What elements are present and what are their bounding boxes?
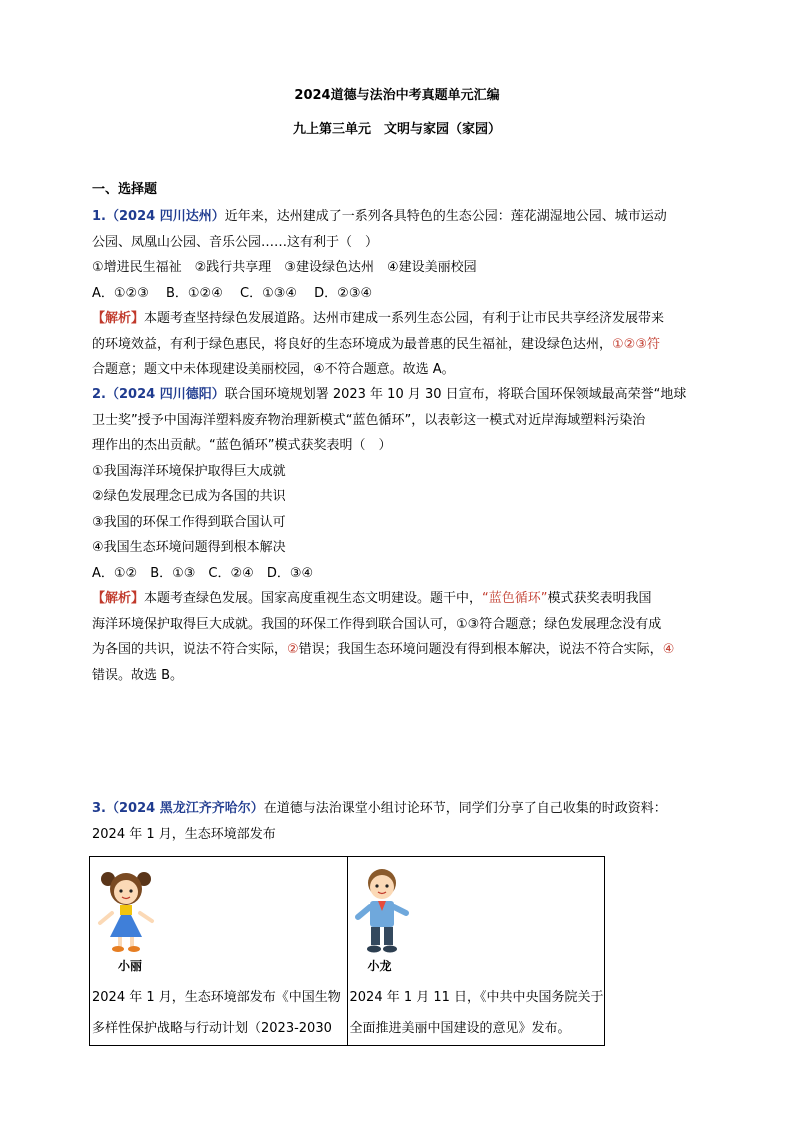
q2-source: （2024 四川德阳） [105, 387, 225, 402]
question-3 [92, 796, 704, 847]
q3-source: （2024 黑龙江齐齐哈尔） [105, 801, 264, 816]
q1-analysis-line2: 的环境效益，有利于绿色惠民，将良好的生态环境成为最普惠的民生福祉，建设绿色达州， [92, 336, 613, 352]
q2-analysis-line2: 海洋环境保护取得巨大成就。我国的环保工作得到联合国认可，①③符合题意；绿色发展理念没有成 [92, 616, 662, 632]
q2-analysis-line3a: 为各国的共识，说法不符合实际， [92, 642, 288, 657]
q1-number: 1. [92, 209, 106, 224]
card-right [347, 857, 605, 1046]
q2-stem-line3: 理作出的杰出贡献。“蓝色循环”模式获奖表明（ ） [92, 438, 392, 453]
question-2 [92, 382, 704, 688]
q2-analysis-highlight: “蓝色循环” [482, 591, 548, 606]
document-title: 2024道德与法治中考真题单元汇编 [294, 88, 500, 103]
q2-stem-line2: 卫士奖”授予中国海洋塑料废弃物治理新模式“蓝色循环”，以表彰这一模式对近岸海域塑料污染治 [92, 412, 646, 428]
q2-number: 2. [92, 387, 106, 402]
q2-item-3: ③我国的环保工作得到联合国认可 [92, 514, 286, 530]
q2-analysis-line3b: 错误；我国生态环境问题没有得到根本解决，说法不符合实际， [298, 642, 663, 657]
card-left-text: 2024 年 1 月，生态环境部发布《中国生物多样性保护战略与行动计划（2023-2030 [92, 990, 341, 1036]
q1-stem-line2: 公园、凤凰山公园、音乐公园……这有利于（ ） [92, 234, 379, 250]
q2-analysis-mark2: ② [287, 642, 299, 657]
q2-item-4: ④我国生态环境问题得到根本解决 [92, 540, 286, 555]
q2-analysis-line4: 错误。故选 B。 [92, 667, 184, 683]
q3-stem: 在道德与法治课堂小组讨论环节，同学们分享了自己收集的时政资料： [263, 801, 667, 816]
q2-item-2: ②绿色发展理念已成为各国的共识 [92, 489, 286, 504]
q1-items: ①增进民生福祉 ②践行共享理 ③建设绿色达州 ④建设美丽校园 [92, 260, 477, 275]
section-heading: 一、选择题 [92, 182, 158, 197]
q1-analysis-highlight: ①②③符 [612, 336, 660, 352]
card-left [90, 857, 348, 1046]
boy-cartoon-icon [354, 865, 410, 959]
card-left-name: 小丽 [118, 959, 143, 973]
q2-analysis-line1a: 本题考查绿色发展。国家高度重视生态文明建设。题干中， [144, 591, 483, 606]
q2-stem-line1: 联合国环境规划署 2023 年 10 月 30 日宣布，将联合国环保领域最高荣誉“地球 [224, 387, 687, 402]
q3-number: 3. [92, 801, 106, 816]
q1-analysis-tag: 【解析】 [92, 311, 145, 326]
q2-analysis-line1b: 模式获奖表明我国 [547, 591, 652, 606]
girl-cartoon-icon [96, 865, 156, 957]
card-right-name: 小龙 [367, 959, 392, 973]
q1-source: （2024 四川达州） [105, 209, 225, 224]
q1-analysis-line1: 本题考查坚持绿色发展道路。达州市建成一系列生态公园，有利于让市民共享经济发展带来 [144, 311, 665, 326]
q1-analysis-line3: 合题意；题文中未体现建设美丽校园，④不符合题意。故选 A。 [92, 362, 455, 377]
q2-analysis-mark4: ④ [662, 642, 675, 657]
document-subtitle: 九上第三单元 文明与家园（家园） [292, 122, 501, 137]
q1-options: A．①②③ B．①②④ C．①③④ D．②③④ [92, 285, 373, 301]
q3-line2: 2024 年 1 月，生态环境部发布 [92, 826, 276, 842]
card-right-text: 2024 年 1 月 11 日，《中共中央国务院关于全面推进美丽中国建设的意见》发布。 [349, 990, 604, 1036]
question-1 [92, 204, 704, 383]
q2-options: A．①② B．①③ C．②④ D．③④ [92, 565, 314, 581]
q1-stem-line1: 近年来，达州建成了一系列各具特色的生态公园：莲花湖湿地公园、城市运动 [224, 209, 667, 224]
q2-analysis-tag: 【解析】 [92, 591, 145, 606]
q3-material-table [89, 856, 605, 1046]
q2-item-1: ①我国海洋环境保护取得巨大成就 [92, 463, 286, 479]
